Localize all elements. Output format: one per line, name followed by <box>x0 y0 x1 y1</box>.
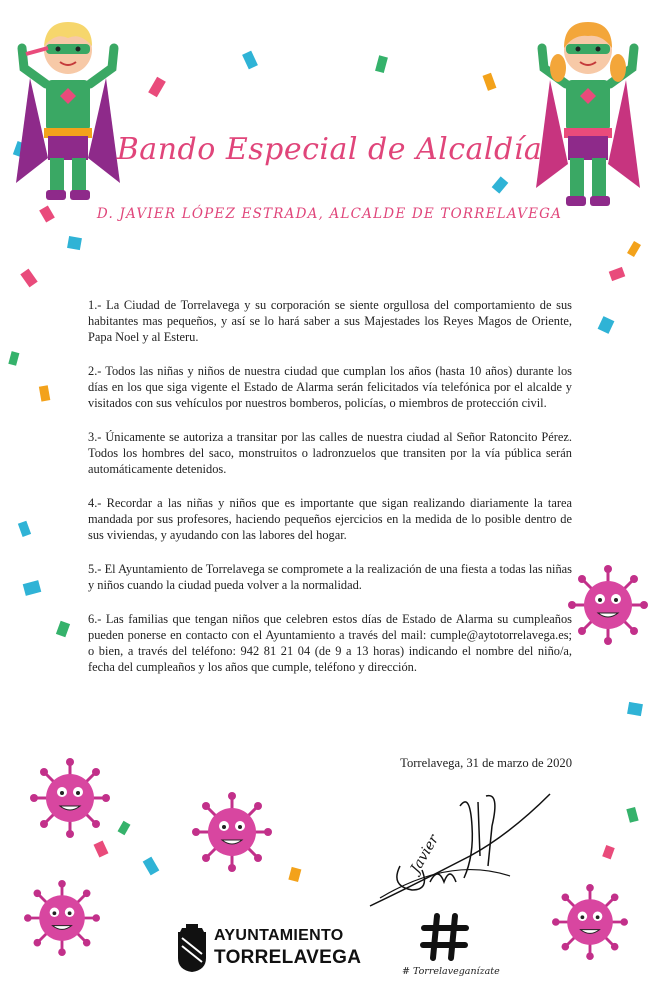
girl-superhero-illustration <box>528 8 648 218</box>
virus-icon <box>24 880 100 956</box>
virus-icon <box>568 565 648 645</box>
bando-body <box>88 297 572 693</box>
hashtag-label: # Torrelaveganízate <box>402 966 500 977</box>
logo-line-torrelavega: TORRELAVEGA <box>214 947 362 968</box>
hashtag-icon <box>420 912 470 962</box>
logo-line-ayuntamiento: AYUNTAMIENTO <box>214 927 344 944</box>
paragraph-1: 1.- La Ciudad de Torrelavega y su corporación se siente orgullosa del comportamiento de sus habitantes mas pequeños, y así se lo hará saber a sus Majestades los Reyes Magos de Oriente, Papa Noel y al Esteru. <box>88 298 572 344</box>
paragraph-2: 2.- Todos las niñas y niños de nuestra ciudad que cumplan los años (hasta 10 años) durante los días en los que siga vigente el Estado de Alarma serán felicitados vía telefónica por el alcalde y visitados con sus vehículos por nuestros bomberos, policías, o miembros de protección civil. <box>88 364 572 410</box>
paragraph-5: 5.- El Ayuntamiento de Torrelavega se compromete a la realización de una fiesta a todas las niñas y niños cuando la ciudad pueda volver a la normalidad. <box>88 562 572 592</box>
virus-icon <box>552 884 628 960</box>
page-subtitle: D. JAVIER LÓPEZ ESTRADA, ALCALDE DE TORRELAVEGA <box>96 206 563 222</box>
coat-of-arms-icon <box>176 924 208 974</box>
virus-icon <box>30 758 110 838</box>
paragraph-6: 6.- Las familias que tengan niños que celebren estos días de Estado de Alarma su cumpleaños pueden ponerse en contacto con el Ayuntamiento a través del mail: cumple@aytotorrelavega.es; o bien, a través del teléfono: 942 81 21 04 (de 9 a 13 horas) indicando el nombre del niño/a, fecha del cumpleaños y los años que cumple, teléfono y dirección. <box>88 612 572 674</box>
ayuntamiento-logo <box>176 922 362 978</box>
virus-icon <box>192 792 272 872</box>
mayor-signature <box>360 786 560 916</box>
paragraph-4: 4.- Recordar a las niñas y niños que es importante que sigan realizando diariamente la tarea mandada por sus profesores, haciendo pequeños ejercicios en la medida de lo posible dentro de sus viviendas, y ayudando con las labores del hogar. <box>88 496 572 542</box>
page-title: Bando Especial de Alcaldía <box>116 132 543 167</box>
document-date: Torrelavega, 31 de marzo de 2020 <box>400 756 572 770</box>
boy-superhero-illustration <box>8 8 128 208</box>
signature-text: Javier <box>407 832 443 876</box>
paragraph-3: 3.- Únicamente se autoriza a transitar por las calles de nuestra ciudad al Señor Ratoncito Pérez. Todos los hombres del saco, monstruitos o ladronzuelos que transiten por la vía pública serán automáticamente detenidos. <box>88 430 572 476</box>
